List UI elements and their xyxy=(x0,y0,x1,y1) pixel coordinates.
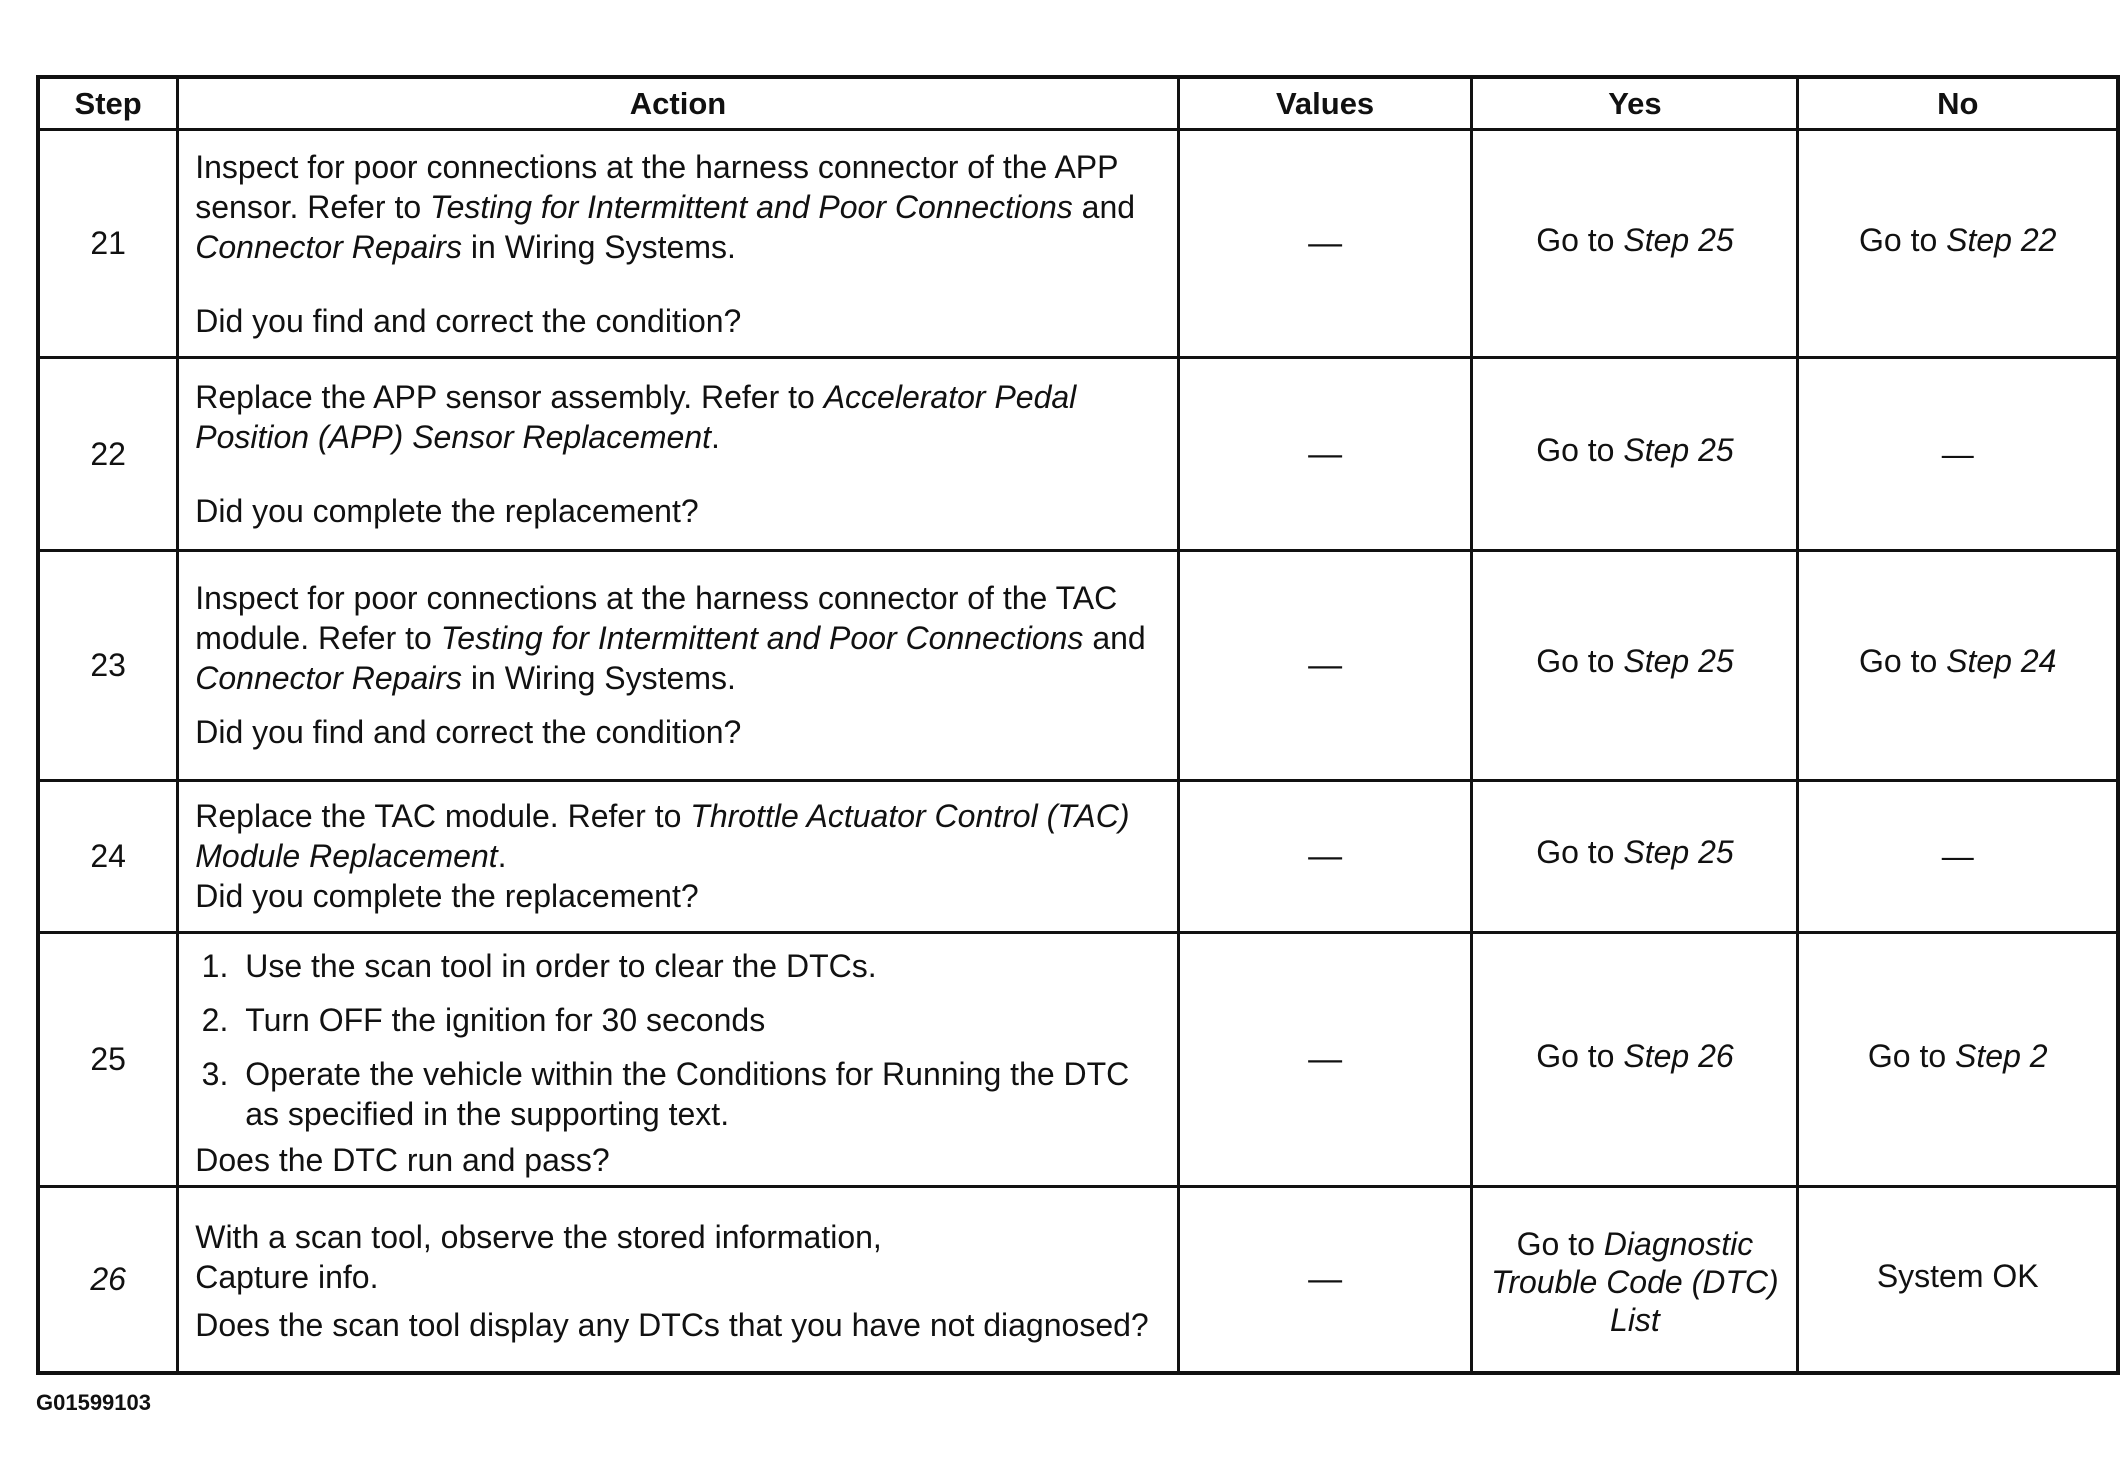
reference-link[interactable]: Testing for Intermittent and Poor Connections xyxy=(430,188,1073,225)
reference-link[interactable]: Testing for Intermittent and Poor Connections xyxy=(440,620,1084,657)
yes-cell: Go to Step 25 xyxy=(1472,358,1798,550)
list-item: 3. Operate the vehicle within the Conditions for Running the DTC as specified in the supporting text. xyxy=(237,1054,1161,1134)
no-cell: Go to Step 24 xyxy=(1798,550,2118,781)
action-question: Did you find and correct the condition? xyxy=(195,714,742,751)
yes-step-link[interactable]: Step 25 xyxy=(1623,432,1734,468)
yes-step-link[interactable]: Step 25 xyxy=(1623,221,1734,258)
no-step-link[interactable]: Step 24 xyxy=(1946,643,2057,680)
reference-link[interactable]: Connector Repairs xyxy=(195,228,463,265)
yes-cell: Go to Step 25 xyxy=(1472,550,1798,781)
values-cell: — xyxy=(1178,358,1472,550)
no-step-link[interactable]: Step 22 xyxy=(1946,221,2057,258)
action-cell xyxy=(178,130,1179,358)
action-cell xyxy=(178,932,1179,1187)
values-cell: — xyxy=(1178,550,1472,781)
table-row xyxy=(38,550,2118,781)
header-action: Action xyxy=(178,77,1179,130)
values-cell: — xyxy=(1178,781,1472,933)
step-number: 24 xyxy=(38,781,178,933)
no-cell: — xyxy=(1798,781,2118,933)
step-number: 23 xyxy=(38,550,178,781)
action-question: Did you complete the replacement? xyxy=(195,493,699,529)
action-text: Inspect for poor connections at the harness connector of the APP sensor. Refer to Testing for Intermittent and Poor Connections and Connector Repairs in Wiring Systems. xyxy=(195,148,1136,265)
no-cell: — xyxy=(1798,358,2118,550)
step-number: 22 xyxy=(38,358,178,550)
procedure-list xyxy=(195,946,1161,1134)
no-cell: Go to Step 22 xyxy=(1798,130,2118,358)
table-row xyxy=(38,1187,2118,1373)
header-step: Step xyxy=(38,77,178,130)
no-cell: Go to Step 2 xyxy=(1798,932,2118,1187)
no-step-link[interactable]: Step 2 xyxy=(1955,1037,2048,1074)
yes-step-link[interactable]: Step 26 xyxy=(1623,1037,1734,1074)
action-text: Replace the TAC module. Refer to Throttle Actuator Control (TAC) Module Replacement. xyxy=(195,798,1130,875)
list-item: 2. Turn OFF the ignition for 30 seconds xyxy=(237,1000,1161,1040)
diagnostic-table xyxy=(36,75,2120,1375)
no-cell: System OK xyxy=(1798,1187,2118,1373)
step-number: 21 xyxy=(38,130,178,358)
step-number: 25 xyxy=(38,932,178,1187)
action-text: Replace the APP sensor assembly. Refer to Accelerator Pedal Position (APP) Sensor Replacement. xyxy=(195,379,1077,455)
yes-step-link[interactable]: Step 25 xyxy=(1623,643,1734,680)
action-cell xyxy=(178,781,1179,933)
yes-step-link[interactable]: Step 25 xyxy=(1623,834,1734,871)
values-cell: — xyxy=(1178,130,1472,358)
yes-cell: Go to Step 25 xyxy=(1472,130,1798,358)
list-item: 1. Use the scan tool in order to clear the DTCs. xyxy=(237,946,1161,986)
action-text: With a scan tool, observe the stored information, Capture info. xyxy=(195,1218,882,1295)
table-row xyxy=(38,932,2118,1187)
reference-link[interactable]: Throttle Actuator Control (TAC) Module Replacement xyxy=(195,798,1130,875)
header-yes: Yes xyxy=(1472,77,1798,130)
header-no: No xyxy=(1798,77,2118,130)
table-row xyxy=(38,358,2118,550)
action-cell xyxy=(178,1187,1179,1373)
action-cell xyxy=(178,550,1179,781)
action-question: Does the scan tool display any DTCs that you have not diagnosed? xyxy=(195,1306,1149,1343)
action-question: Did you complete the replacement? xyxy=(195,878,699,915)
yes-step-link[interactable]: Diagnostic Trouble Code (DTC) List xyxy=(1491,1225,1779,1338)
values-cell: — xyxy=(1178,1187,1472,1373)
header-values: Values xyxy=(1178,77,1472,130)
yes-cell: Go to Diagnostic Trouble Code (DTC) List xyxy=(1472,1187,1798,1373)
yes-cell: Go to Step 26 xyxy=(1472,932,1798,1187)
header-row xyxy=(38,77,2118,130)
table-row xyxy=(38,130,2118,358)
yes-cell: Go to Step 25 xyxy=(1472,781,1798,933)
action-question: Did you find and correct the condition? xyxy=(195,302,742,339)
step-number: 26 xyxy=(38,1187,178,1373)
figure-id: G01599103 xyxy=(36,1390,151,1415)
table-row xyxy=(38,781,2118,933)
action-question: Does the DTC run and pass? xyxy=(195,1141,610,1178)
reference-link[interactable]: Accelerator Pedal Position (APP) Sensor Replacement xyxy=(195,379,1077,455)
action-text: Inspect for poor connections at the harness connector of the TAC module. Refer to Testing for Intermittent and Poor Connections and Connector Repairs in Wiring Systems. xyxy=(195,580,1146,697)
values-cell: — xyxy=(1178,932,1472,1187)
action-cell xyxy=(178,358,1179,550)
reference-link[interactable]: Connector Repairs xyxy=(195,660,463,697)
